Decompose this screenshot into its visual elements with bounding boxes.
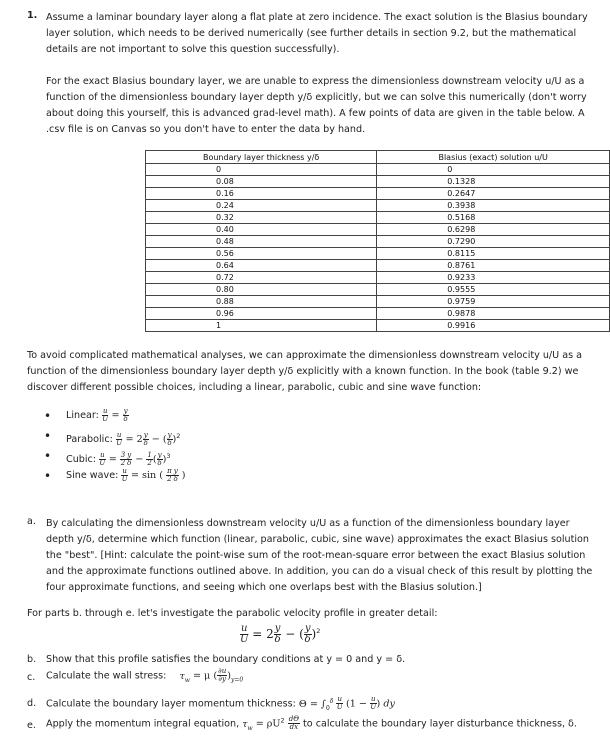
solution-cell: 0.7290: [377, 236, 610, 248]
list-item-sine: • Sine wave: $\frac{u}{U}$ = sin ( $\frac{\pi}{2}$ $\frac{y}{\delta}$ ): [44, 466, 185, 486]
part-c-text: Calculate the wall stress: $\tau_w = \mu$ ( $\frac{\partial u}{\partial y}$ )$_{y=0}$: [46, 667, 244, 684]
solution-cell: 0.9555: [377, 284, 610, 296]
table-row: [146, 212, 610, 224]
intro-paragraph: Assume a laminar boundary layer along a flat plate at zero incidence. The exact solution is the Blasius boundary layer solution, which needs to be derived numerically (see further details in section 9.2, but the mathematical details are not important to solve this question successfully).: [46, 12, 588, 55]
table-row: [146, 260, 610, 272]
approximation-paragraph: To avoid complicated mathematical analyses, we can approximate the dimensionless downstream velocity u/U as a function of the dimensionless boundary layer depth y/δ explicitly with a known function. In the book (table 9.2) we discover different possible choices, including a linear, parabolic, cubic and sine wave function:: [27, 350, 583, 393]
thickness-cell: 0.64: [146, 260, 377, 272]
list-item-linear: • Linear: $\frac{u}{U}$ = $\frac{y}{\delta}$: [44, 406, 185, 426]
solution-cell: 0.3938: [377, 200, 610, 212]
table-row: [146, 272, 610, 284]
thickness-cell: 0.08: [146, 176, 377, 188]
table-row: [146, 188, 610, 200]
part-b-label: b.: [27, 654, 37, 665]
table-row: [146, 320, 610, 332]
thickness-cell: 0.32: [146, 212, 377, 224]
table-row: [146, 284, 610, 296]
solution-cell: 0.9878: [377, 308, 610, 320]
solution-cell: 0.8115: [377, 248, 610, 260]
table-row: [146, 176, 610, 188]
solution-cell: 0.9759: [377, 296, 610, 308]
thickness-cell: 0.56: [146, 248, 377, 260]
table-row: [146, 164, 610, 176]
solution-cell: 0.8761: [377, 260, 610, 272]
part-b-text: Show that this profile satisfies the boundary conditions at y = 0 and y = δ.: [46, 654, 406, 665]
list-item-parabolic: • Parabolic: $\frac{u}{U}$ = 2 $\frac{y}{\delta}$ − ( $\frac{y}{\delta}$ )$^2$: [44, 426, 185, 446]
thickness-cell: 0.40: [146, 224, 377, 236]
list-item-cubic: • Cubic: $\frac{u}{U}$ = $\frac{3}{2}$ $\frac{y}{\delta}$ − $\frac{1}{2}$ ( $\frac{y}{\delta}$ )$^3$: [44, 446, 185, 466]
part-a-label: a.: [27, 516, 36, 527]
thickness-cell: 0.16: [146, 188, 377, 200]
table-row: [146, 224, 610, 236]
formula-linear-lhs: $\frac{u}{U}$: [102, 406, 109, 423]
part-c-label: c.: [27, 672, 36, 683]
thickness-cell: 0.48: [146, 236, 377, 248]
solution-cell: 0: [377, 164, 610, 176]
parts-intro: For parts b. through e. let's investigate the parabolic velocity profile in greater detail:: [27, 608, 438, 619]
table-row: [146, 296, 610, 308]
table-row: [146, 248, 610, 260]
table-row: [146, 200, 610, 212]
function-list: [44, 406, 185, 486]
blasius-description: For the exact Blasius boundary layer, we are unable to express the dimensionless downstream velocity u/U as a function of the dimensionless boundary layer depth y/δ explicitly, but we can solve this numerically (don't worry about doing this yourself, this is advanced grad-level math). A few points of data are given in the table below. A .csv file is on Canvas so you don't have to enter the data by hand.: [46, 76, 587, 135]
thickness-cell: 0.88: [146, 296, 377, 308]
blasius-table: [145, 150, 610, 332]
thickness-cell: 0: [146, 164, 377, 176]
table-row: [146, 308, 610, 320]
thickness-cell: 0.24: [146, 200, 377, 212]
part-e-label: e.: [27, 720, 36, 731]
part-e-text: Apply the momentum integral equation, $\tau_w = \rho U^2$ $\frac{d\Theta}{dx}$ to calculate the boundary layer disturbance thickness, δ.: [46, 715, 577, 732]
solution-cell: 0.5168: [377, 212, 610, 224]
table-header-solution: Blasius (exact) solution u/U: [377, 151, 610, 164]
thickness-cell: 0.96: [146, 308, 377, 320]
solution-cell: 0.2647: [377, 188, 610, 200]
part-d-label: d.: [27, 698, 37, 709]
table-header-thickness: Boundary layer thickness y/δ: [146, 151, 377, 164]
thickness-cell: 0.80: [146, 284, 377, 296]
thickness-cell: 1: [146, 320, 377, 332]
question-number: 1.: [27, 10, 38, 21]
solution-cell: 0.6298: [377, 224, 610, 236]
part-a-text: By calculating the dimensionless downstream velocity u/U as a function of the dimensionless boundary layer depth y/δ, determine which function (linear, parabolic, cubic, sine wave) approximates the exact Blasius solution the "best". [Hint: calculate the point-wise sum of the root-mean-square error between the exact Blasius solution and the approximate functions outlined above. In addition, you can do a visual check of this result by plotting the four approximate functions, and seeing which one overlaps best with the Blasius solution.]: [46, 518, 593, 593]
solution-cell: 0.9233: [377, 272, 610, 284]
table-row: [146, 236, 610, 248]
part-d-text: Calculate the boundary layer momentum thickness: $\Theta = \int_0^\delta$ $\frac{u}{U}$ (1 − $\frac{u}{U}$ ) dy: [46, 695, 395, 712]
solution-cell: 0.9916: [377, 320, 610, 332]
thickness-cell: 0.72: [146, 272, 377, 284]
parabolic-equation: $\frac{u}{U}$ = 2 $\frac{y}{\delta}$ − ( $\frac{y}{\delta}$ )$^2$: [240, 623, 321, 645]
solution-cell: 0.1328: [377, 176, 610, 188]
